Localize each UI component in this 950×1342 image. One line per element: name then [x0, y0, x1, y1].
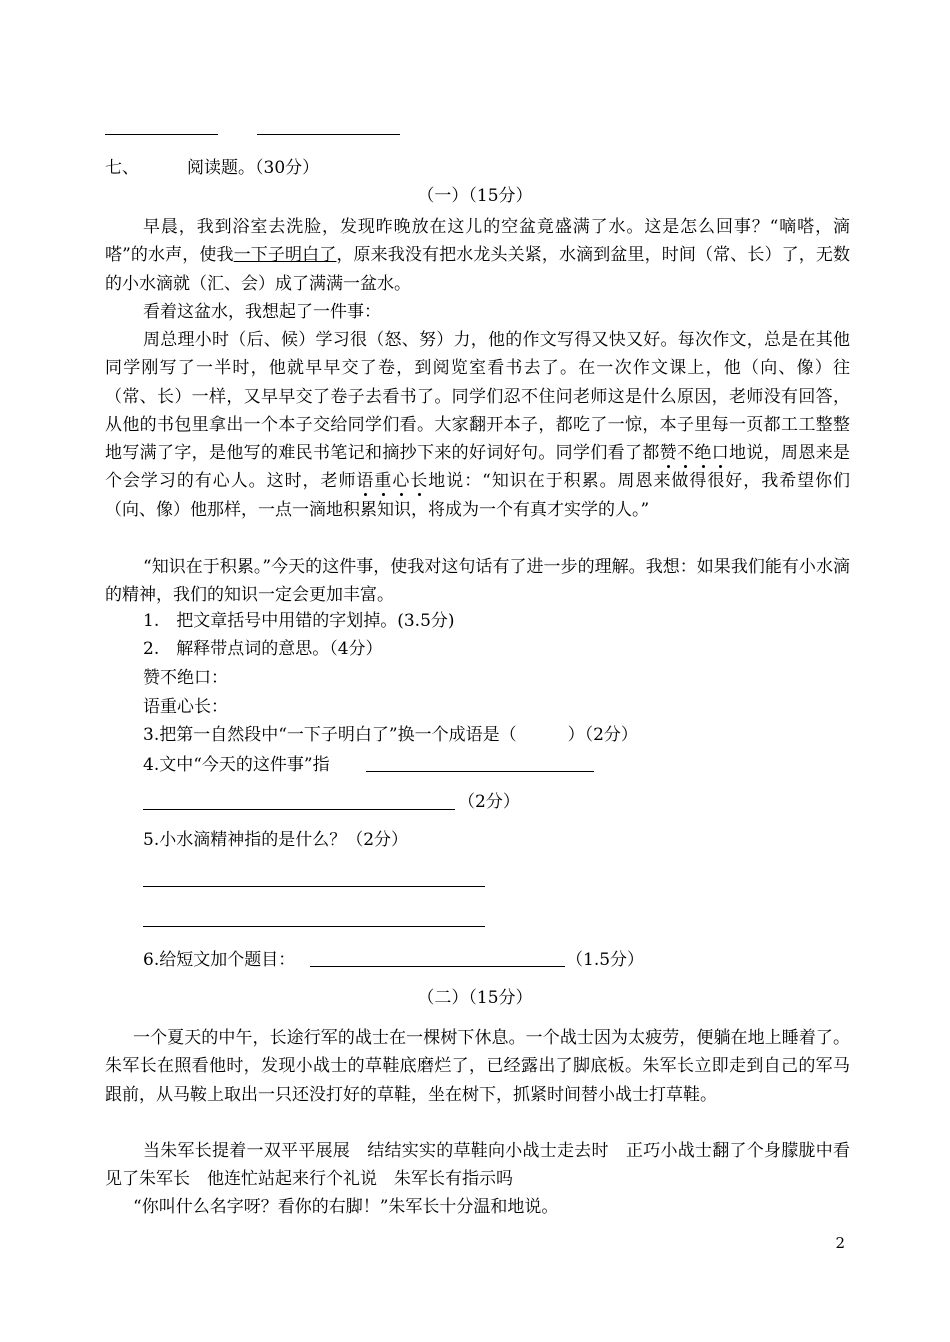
answer-line-q4-cont[interactable]	[143, 809, 455, 810]
answer-blank	[257, 134, 400, 135]
dotted-word-2: 语重心长	[356, 471, 429, 492]
dotted-word-1: 赞不绝口	[659, 443, 730, 464]
passage2-paragraph-2: 当朱军长提着一双平平展展 结结实实的草鞋向小战士走去时 正巧小战士翻了个身朦胧中看见了朱军长 他连忙站起来行个礼说 朱军长有指示吗	[105, 1141, 850, 1190]
answer-line-q4[interactable]	[366, 771, 594, 772]
question-2a: 赞不绝口：	[143, 668, 228, 688]
answer-line-q5-2[interactable]	[143, 926, 485, 927]
passage2-paragraph-3: “你叫什么名字呀？看你的右脚！”朱军长十分温和地说。	[133, 1197, 559, 1217]
question-3: 3.把第一自然段中“一下子明白了”换一个成语是（ ）（2分）	[143, 725, 638, 745]
question-2: 2. 解释带点词的意思。（4分）	[143, 639, 383, 659]
section-number: 七、	[105, 158, 139, 178]
passage1-paragraph-4: “知识在于积累。”今天的这件事，使我对这句话有了进一步的理解。我想：如果我们能有小水滴的精神，我们的知识一定会更加丰富。	[105, 557, 850, 606]
passage2-paragraph-1: 一个夏天的中午，长途行军的战士在一棵树下休息。一个战士因为太疲劳，便躺在地上睡着了。朱军长在照看他时，发现小战士的草鞋底磨烂了，已经露出了脚底板。朱军长立即走到自己的军马跟前，从马鞍上取出一只还没打好的草鞋，坐在树下，抓紧时间替小战士打草鞋。	[105, 1028, 850, 1105]
passage1-paragraph-3: 周总理小时（后、候）学习很（怒、努）力，他的作文写得又快又好。每次作文，总是在其他同学刚写了一半时，他就早早交了卷，到阅览室看书去了。在一次作文课上，他（向、像）往（常、长）一样，又早早交了卷子去看书了。同学们忍不住问老师这是什么原因，老师没有回答，从他的书包里拿出一个本子交给同学们看。大家翻开本子，都吃了一惊，本子里每一页都工工整整地写满了字，是他写的难民书笔记和摘抄下来的好词好句。同学们看了都赞不绝口地说，周恩来是个会学习的有心人。这时，老师语重心长地说：“知识在于积累。周恩来做得很好，我希望你们（向、像）他那样，一点一滴地积累知识，将成为一个有真才实学的人。”	[105, 330, 851, 520]
answer-line-q6[interactable]	[310, 966, 565, 967]
passage2-heading: （二）（15分）	[417, 988, 533, 1008]
question-2b: 语重心长：	[143, 697, 228, 717]
section-heading	[105, 156, 319, 180]
question-4-points: （2分）	[458, 792, 520, 812]
underlined-phrase: 一下子明白了	[233, 245, 337, 266]
question-1: 1. 把文章括号中用错的字划掉。(3.5分)	[143, 611, 455, 631]
question-4: 4.文中“今天的这件事”指	[143, 755, 330, 775]
question-6-points: （1.5分）	[566, 950, 645, 970]
answer-blank	[105, 134, 218, 135]
question-5: 5.小水滴精神指的是什么？（2分）	[143, 830, 409, 850]
question-6: 6.给短文加个题目：	[143, 950, 296, 970]
answer-line-q5-1[interactable]	[143, 886, 485, 887]
page-number: 2	[835, 1234, 845, 1252]
passage1-heading: （一）（15分）	[417, 186, 533, 206]
passage1-paragraph-2: 看着这盆水，我想起了一件事：	[143, 302, 381, 322]
passage1-paragraph-1: 早晨，我到浴室去洗脸，发现昨晚放在这儿的空盆竟盛满了水。这是怎么回事？“嘀嗒，滴嗒”的水声，使我一下子明白了，原来我没有把水龙头关紧，水滴到盆里，时间（常、长）了，无数的小水滴就（汇、会）成了满满一盆水。	[105, 217, 851, 294]
section-title: 阅读题。（30分）	[187, 158, 320, 178]
